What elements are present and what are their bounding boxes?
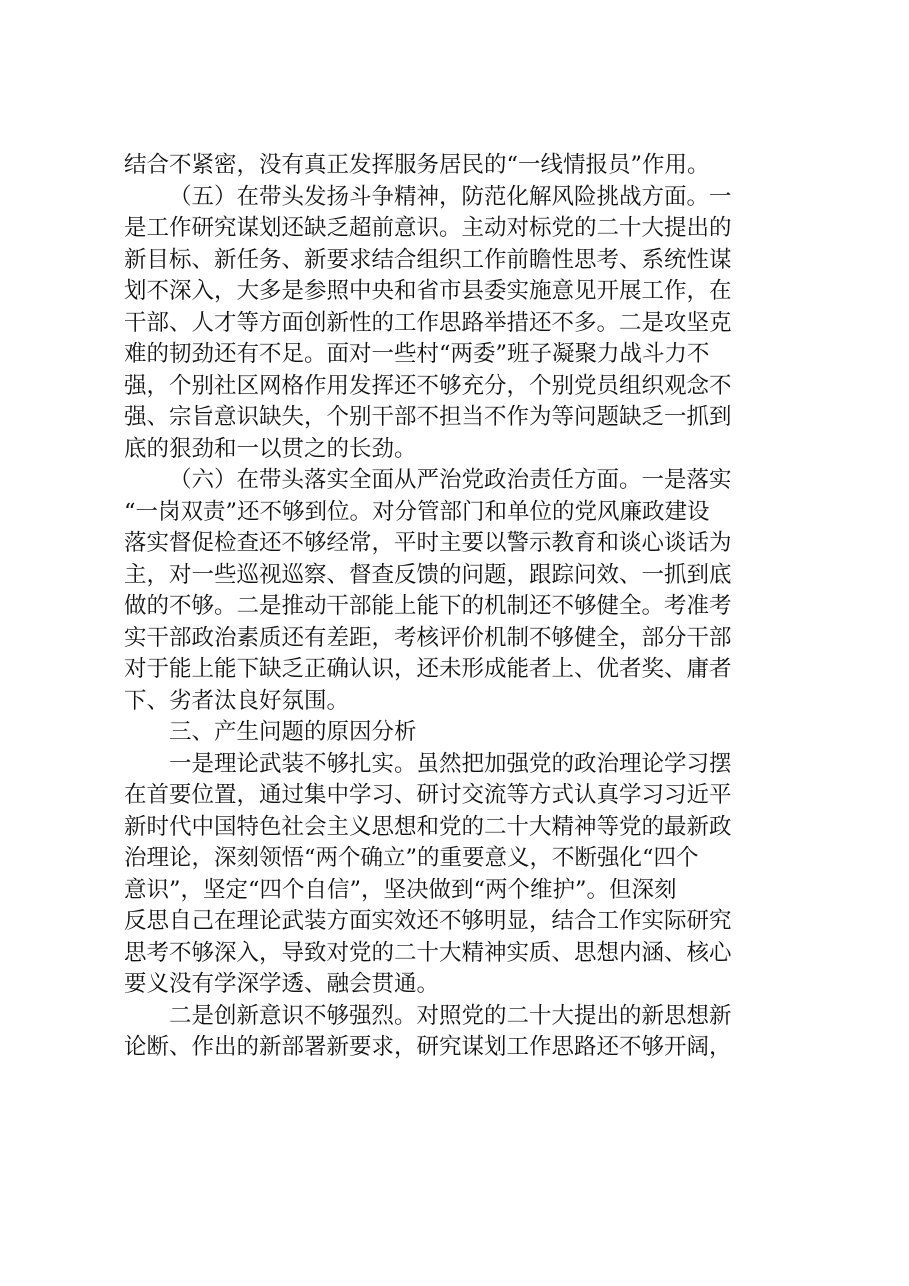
text-line: 做的不够。二是推动干部能上能下的机制还不够健全。考准考 [124,593,732,619]
text-line: 新时代中国特色社会主义思想和党的二十大精神等党的最新政 [124,813,732,840]
text-line: 二是创新意识不够强烈。对照党的二十大提出的新思想新 [169,1002,732,1029]
text-line: 结合不紧密，没有真正发挥服务居民的“一线情报员”作用。 [124,152,710,178]
text-line: （五）在带头发扬斗争精神，防范化解风险挑战方面。一 [169,183,732,210]
text-line: 主，对一些巡视巡察、督查反馈的问题，跟踪问效、一抓到底 [124,561,732,588]
text-line: 反思自己在理论武装方面实效还不够明显，结合工作实际研究 [124,908,732,934]
text-line: 新目标、新任务、新要求结合组织工作前瞻性思考、系统性谋 [124,246,732,273]
text-line: 强、宗旨意识缺失，个别干部不担当不作为等问题缺乏一抓到 [124,404,732,430]
text-line: 强，个别社区网格作用发挥还不够充分，个别党员组织观念不 [124,372,732,399]
text-line: 论断、作出的新部署新要求，研究谋划工作思路还不够开阔， [124,1034,732,1060]
text-line: 在首要位置，通过集中学习、研讨交流等方式认真学习习近平 [124,782,732,808]
text-line: （六）在带头落实全面从严治党政治责任方面。一是落实 [169,467,732,493]
text-line: 要义没有学深学透、融会贯通。 [124,971,440,997]
text-line: 难的韧劲还有不足。面对一些村“两委”班子凝聚力战斗力不 [124,341,710,367]
text-line: “一岗双责”还不够到位。对分管部门和单位的党风廉政建设 [124,498,710,525]
text-line: 一是理论武装不够扎实。虽然把加强党的政治理论学习摆 [169,750,732,777]
document-body [124,150,800,1064]
text-line: 落实督促检查还不够经常，平时主要以警示教育和谈心谈话为 [124,530,732,556]
text-line: 实干部政治素质还有差距，考核评价机制不够健全，部分干部 [124,624,732,651]
text-line: 干部、人才等方面创新性的工作思路举措还不多。二是攻坚克 [124,309,732,336]
text-line: 思考不够深入，导致对党的二十大精神实质、思想内涵、核心 [124,939,732,966]
text-line: 下、劣者汰良好氛围。 [124,687,350,714]
text-line: 三、产生问题的原因分析 [169,719,417,745]
text-line: 底的狠劲和一以贯之的长劲。 [124,435,417,462]
text-line: 意识”，坚定“四个自信”，坚决做到“两个维护”。但深刻 [124,876,677,903]
text-line: 对于能上能下缺乏正确认识，还未形成能者上、优者奖、庸者 [124,656,732,682]
text-line: 划不深入，大多是参照中央和省市县委实施意见开展工作，在 [124,278,732,304]
text-line: 治理论，深刻领悟“两个确立”的重要意义，不断强化“四个 [124,845,699,871]
text-line: 是工作研究谋划还缺乏超前意识。主动对标党的二十大提出的 [124,215,732,241]
